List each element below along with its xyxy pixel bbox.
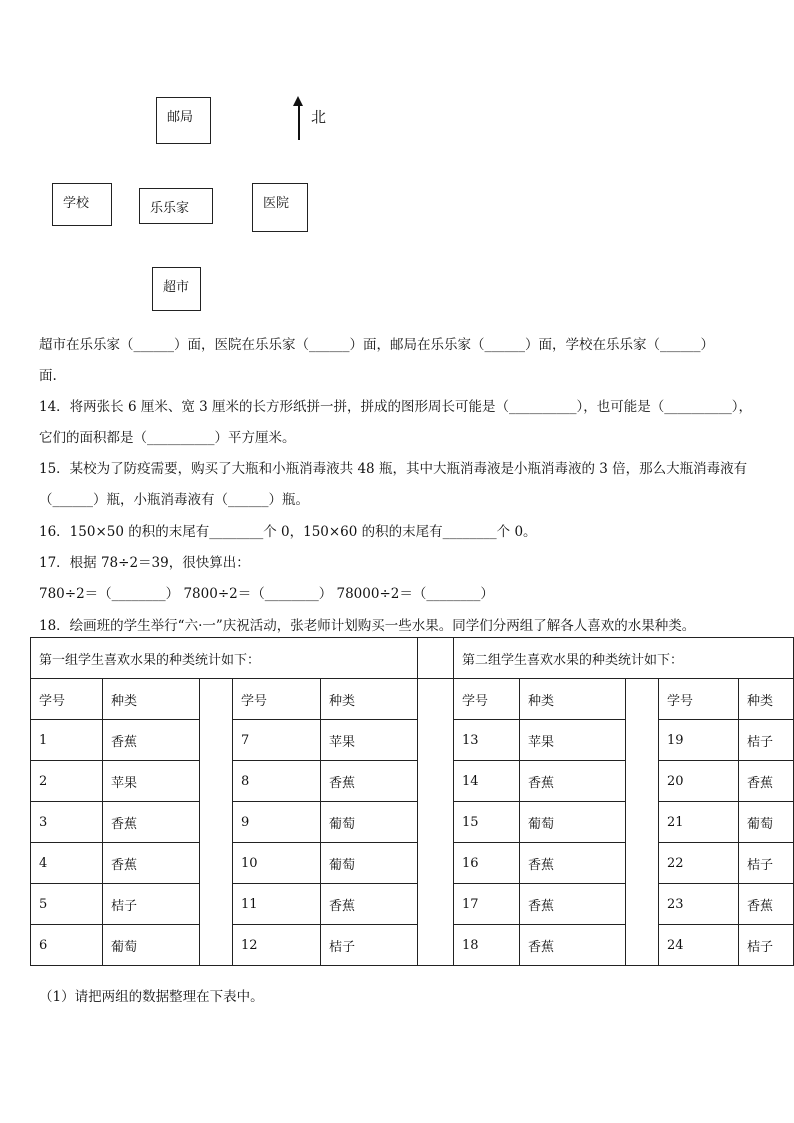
table-row	[31, 925, 794, 966]
table-row	[31, 843, 794, 884]
group2-title: 第二组学生喜欢水果的种类统计如下：	[454, 638, 794, 679]
cell-type: 香蕉	[520, 761, 626, 802]
map-label-hospital: 医院	[263, 196, 290, 211]
cell-id: 1	[31, 720, 103, 761]
cell-id: 16	[454, 843, 520, 884]
q15-line2: （______）瓶，小瓶消毒液有（______）瓶。	[39, 492, 309, 508]
cell-type: 香蕉	[520, 925, 626, 966]
col-header-id: 学号	[233, 679, 321, 720]
cell-id: 18	[454, 925, 520, 966]
table-gap	[418, 638, 454, 679]
table-row	[31, 884, 794, 925]
cell-id: 12	[233, 925, 321, 966]
table-row	[31, 802, 794, 843]
col-header-id: 学号	[659, 679, 739, 720]
cell-type: 香蕉	[520, 843, 626, 884]
map-label-north: 北	[311, 108, 327, 126]
cell-id: 10	[233, 843, 321, 884]
cell-id: 21	[659, 802, 739, 843]
map-box-supermarket	[152, 267, 201, 311]
q17-line1: 17．根据 78÷2＝39，很快算出：	[39, 555, 250, 571]
cell-id: 4	[31, 843, 103, 884]
cell-type: 葡萄	[739, 802, 794, 843]
cell-type: 葡萄	[321, 843, 418, 884]
cell-id: 14	[454, 761, 520, 802]
q17-line2: 780÷2＝（________） 7800÷2＝（________） 78000÷2＝（________）	[39, 586, 494, 602]
q16-line1: 16．150×50 的积的末尾有________个 0，150×60 的积的末尾有________个 0。	[39, 524, 537, 540]
map-box-post-office	[156, 97, 211, 144]
map-box-hospital	[252, 183, 308, 232]
cell-type: 桔子	[739, 720, 794, 761]
cell-id: 11	[233, 884, 321, 925]
table-gap	[418, 679, 454, 966]
table-gap	[626, 679, 659, 966]
cell-id: 3	[31, 802, 103, 843]
q14-line1: 14．将两张长 6 厘米、宽 3 厘米的长方形纸拼一拼，拼成的图形周长可能是（__________），也可能是（__________），	[39, 399, 753, 415]
col-header-type: 种类	[103, 679, 200, 720]
cell-id: 15	[454, 802, 520, 843]
map-label-supermarket: 超市	[163, 280, 190, 295]
cell-type: 桔子	[739, 925, 794, 966]
q18-sub1: （1）请把两组的数据整理在下表中。	[39, 989, 264, 1005]
map-box-school	[52, 183, 112, 226]
fruit-table	[30, 637, 794, 966]
cell-id: 19	[659, 720, 739, 761]
cell-type: 苹果	[103, 761, 200, 802]
cell-type: 桔子	[103, 884, 200, 925]
cell-type: 苹果	[520, 720, 626, 761]
north-arrow-shaft	[298, 104, 300, 140]
cell-id: 24	[659, 925, 739, 966]
cell-id: 17	[454, 884, 520, 925]
cell-type: 香蕉	[739, 761, 794, 802]
col-header-id: 学号	[31, 679, 103, 720]
table-title-row	[31, 638, 794, 679]
group1-title: 第一组学生喜欢水果的种类统计如下：	[31, 638, 418, 679]
map-label-post-office: 邮局	[167, 110, 194, 125]
cell-id: 2	[31, 761, 103, 802]
cell-id: 9	[233, 802, 321, 843]
q18-line1: 18．绘画班的学生举行“六·一”庆祝活动，张老师计划购买一些水果。同学们分两组了解各人喜欢的水果种类。	[39, 618, 696, 634]
cell-id: 5	[31, 884, 103, 925]
map-label-lele-home: 乐乐家	[150, 201, 190, 216]
cell-id: 22	[659, 843, 739, 884]
table-header-row	[31, 679, 794, 720]
map-label-school: 学校	[63, 196, 90, 211]
cell-id: 23	[659, 884, 739, 925]
cell-type: 桔子	[321, 925, 418, 966]
cell-type: 香蕉	[739, 884, 794, 925]
cell-id: 13	[454, 720, 520, 761]
q13-line2: 面.	[39, 368, 57, 384]
col-header-type: 种类	[739, 679, 794, 720]
q13-line1: 超市在乐乐家（______）面，医院在乐乐家（______）面，邮局在乐乐家（______）面，学校在乐乐家（______）	[39, 337, 714, 353]
cell-id: 8	[233, 761, 321, 802]
q14-line2: 它们的面积都是（__________）平方厘米。	[39, 430, 296, 446]
cell-id: 7	[233, 720, 321, 761]
table-row	[31, 761, 794, 802]
cell-type: 香蕉	[103, 720, 200, 761]
map-box-lele-home	[139, 188, 213, 224]
table-row	[31, 720, 794, 761]
cell-type: 葡萄	[321, 802, 418, 843]
cell-type: 香蕉	[321, 884, 418, 925]
col-header-id: 学号	[454, 679, 520, 720]
cell-type: 香蕉	[103, 802, 200, 843]
table-gap	[200, 679, 233, 966]
cell-type: 香蕉	[321, 761, 418, 802]
cell-type: 桔子	[739, 843, 794, 884]
cell-type: 葡萄	[520, 802, 626, 843]
cell-type: 苹果	[321, 720, 418, 761]
col-header-type: 种类	[520, 679, 626, 720]
cell-type: 葡萄	[103, 925, 200, 966]
q15-line1: 15．某校为了防疫需要，购买了大瓶和小瓶消毒液共 48 瓶，其中大瓶消毒液是小瓶消毒液的 3 倍，那么大瓶消毒液有	[39, 461, 748, 477]
col-header-type: 种类	[321, 679, 418, 720]
cell-type: 香蕉	[520, 884, 626, 925]
cell-id: 20	[659, 761, 739, 802]
cell-id: 6	[31, 925, 103, 966]
cell-type: 香蕉	[103, 843, 200, 884]
